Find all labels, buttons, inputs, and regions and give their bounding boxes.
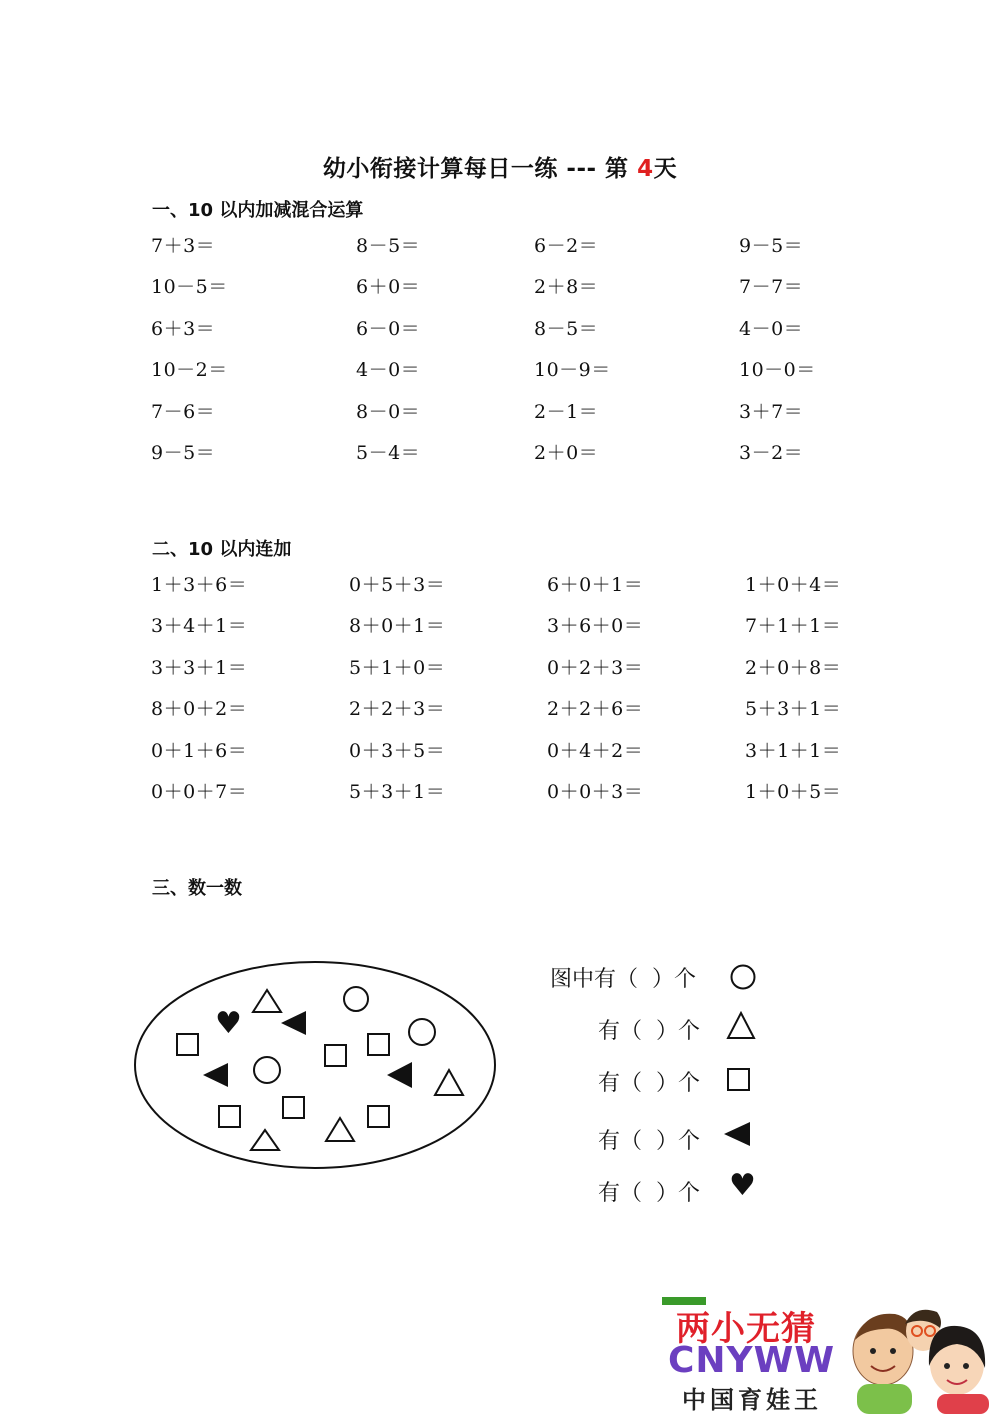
page-title xyxy=(0,150,1000,183)
section3-heading: 三、数一数 xyxy=(152,878,242,899)
square-icon xyxy=(726,1067,752,1093)
square-icon xyxy=(283,1097,304,1118)
math-problem: 7－7＝ xyxy=(739,276,804,299)
math-problem: 0＋3＋5＝ xyxy=(349,739,446,762)
left-arrow-icon xyxy=(387,1062,412,1088)
logo-line1: 两小无猜 xyxy=(676,1309,816,1349)
math-problem: 7＋1＋1＝ xyxy=(745,615,842,638)
math-problem: 2＋8＝ xyxy=(534,276,599,299)
question-triangle: 有（ ）个 xyxy=(598,1019,701,1044)
math-problem: 3＋4＋1＝ xyxy=(151,615,248,638)
math-problem: 5－4＝ xyxy=(356,441,421,464)
math-problem: 0＋0＋7＝ xyxy=(151,780,248,803)
math-problem: 0＋5＋3＝ xyxy=(349,574,446,596)
section2-problems xyxy=(151,565,871,813)
triangle-icon xyxy=(326,1118,354,1141)
math-problem: 3－2＝ xyxy=(739,441,804,464)
math-problem: 8－0＝ xyxy=(356,400,421,423)
math-problem: 3＋3＋1＝ xyxy=(151,656,248,679)
logo-line2: CNYWW xyxy=(668,1340,836,1381)
math-problem: 2＋2＋3＝ xyxy=(349,698,446,721)
question-left-arrow: 有（ ）个 xyxy=(598,1129,701,1154)
square-icon xyxy=(325,1045,346,1066)
math-problem: 0＋2＋3＝ xyxy=(547,656,644,679)
heart-icon: ♥ xyxy=(215,1006,242,1041)
math-problem: 9－5＝ xyxy=(151,441,216,464)
math-problem: 4－0＝ xyxy=(356,359,421,382)
section1-problems xyxy=(151,226,871,474)
circle-icon xyxy=(254,1057,280,1083)
left-arrow-icon xyxy=(203,1063,228,1087)
title-main: 幼小衔接计算每日一练 --- 第 xyxy=(322,156,629,182)
triangle-icon xyxy=(251,1130,279,1150)
title-suffix: 天 xyxy=(653,156,678,182)
math-problem: 5＋3＋1＝ xyxy=(745,698,842,721)
math-problem: 6－2＝ xyxy=(534,235,599,257)
math-problem: 3＋7＝ xyxy=(739,400,804,423)
circle-icon xyxy=(409,1019,435,1045)
math-problem: 5＋1＋0＝ xyxy=(349,656,446,679)
math-problem: 5＋3＋1＝ xyxy=(349,780,446,803)
heart-icon: ♥ xyxy=(729,1168,756,1203)
math-problem: 10－5＝ xyxy=(151,276,228,299)
math-problem: 2＋2＋6＝ xyxy=(547,698,644,721)
square-icon xyxy=(368,1106,389,1127)
math-problem: 9－5＝ xyxy=(739,235,804,257)
math-problem: 8－5＝ xyxy=(356,235,421,257)
shape-oval-figure xyxy=(133,960,497,1170)
math-problem: 0＋4＋2＝ xyxy=(547,739,644,762)
math-problem: 2＋0＝ xyxy=(534,441,599,464)
square-icon xyxy=(177,1034,198,1055)
math-problem: 0＋0＋3＝ xyxy=(547,780,644,803)
math-problem: 2－1＝ xyxy=(534,400,599,423)
family-cartoon-image xyxy=(845,1296,995,1414)
square-icon xyxy=(219,1106,240,1127)
math-problem: 8－5＝ xyxy=(534,317,599,340)
math-problem: 1＋3＋6＝ xyxy=(151,574,248,596)
triangle-icon xyxy=(435,1070,463,1095)
math-problem: 10－9＝ xyxy=(534,359,611,382)
math-problem: 10－2＝ xyxy=(151,359,228,382)
math-problem: 2＋0＋8＝ xyxy=(745,656,842,679)
question-circle: 图中有（ ）个 xyxy=(550,967,697,992)
title-day-number: 4 xyxy=(637,156,654,182)
math-problem: 7－6＝ xyxy=(151,400,216,423)
math-problem: 8＋0＋1＝ xyxy=(349,615,446,638)
math-problem: 0＋1＋6＝ xyxy=(151,739,248,762)
math-problem: 7＋3＝ xyxy=(151,235,216,257)
math-problem: 6＋0＝ xyxy=(356,276,421,299)
math-problem: 6＋0＋1＝ xyxy=(547,574,644,596)
section2-heading: 二、10 以内连加 xyxy=(152,539,292,560)
math-problem: 6＋3＝ xyxy=(151,317,216,340)
logo-line3: 中国育娃王 xyxy=(682,1386,822,1414)
section1-heading: 一、10 以内加减混合运算 xyxy=(152,200,364,221)
triangle-icon xyxy=(726,1011,758,1041)
math-problem: 3＋6＋0＝ xyxy=(547,615,644,638)
math-problem: 10－0＝ xyxy=(739,359,816,382)
question-square: 有（ ）个 xyxy=(598,1071,701,1096)
math-problem: 6－0＝ xyxy=(356,317,421,340)
circle-icon xyxy=(730,962,758,992)
left-arrow-icon xyxy=(722,1120,752,1148)
question-heart: 有（ ）个 xyxy=(598,1181,701,1206)
math-problem: 1＋0＋5＝ xyxy=(745,780,842,803)
left-arrow-icon xyxy=(281,1011,306,1035)
triangle-icon xyxy=(253,990,281,1012)
math-problem: 8＋0＋2＝ xyxy=(151,698,248,721)
math-problem: 1＋0＋4＝ xyxy=(745,574,842,596)
square-icon xyxy=(368,1034,389,1055)
math-problem: 3＋1＋1＝ xyxy=(745,739,842,762)
circle-icon xyxy=(344,987,368,1011)
math-problem: 4－0＝ xyxy=(739,317,804,340)
